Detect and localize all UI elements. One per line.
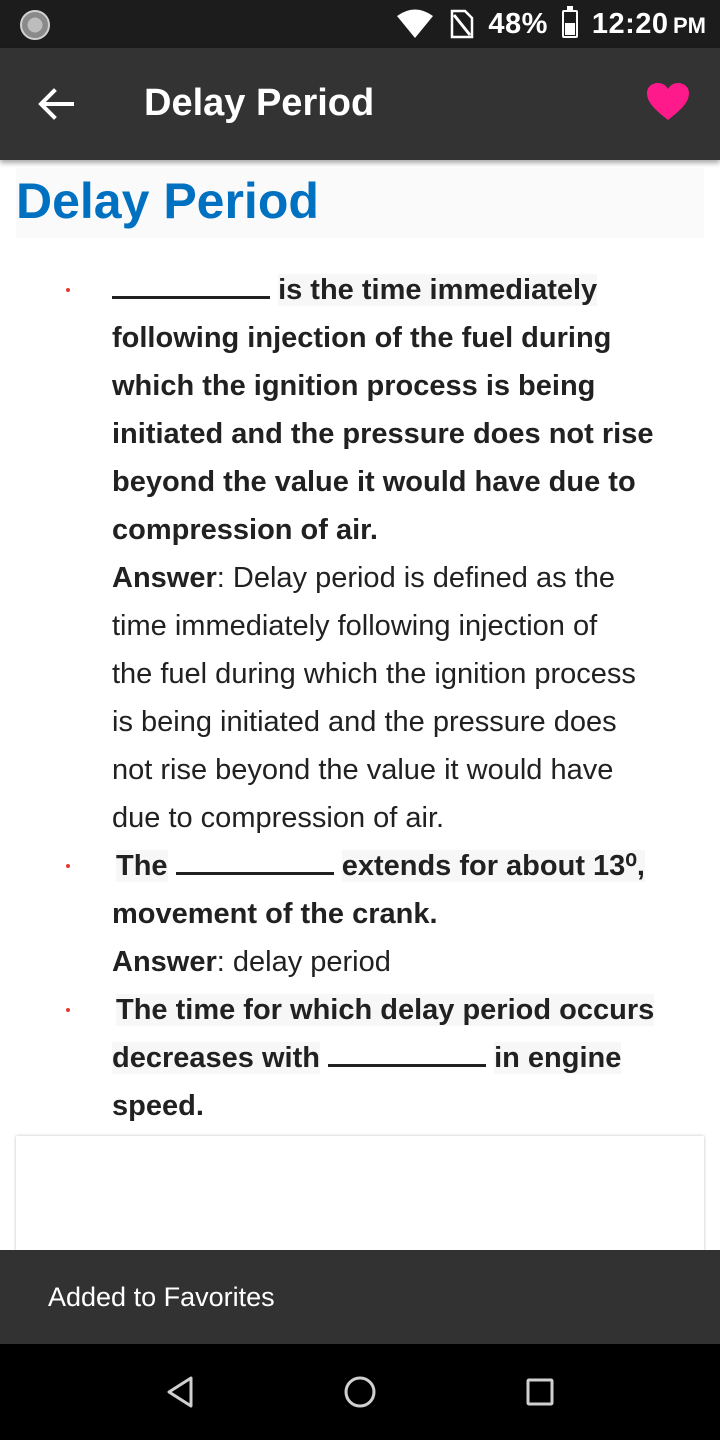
answer-line: time immediately following injection of [112,610,598,642]
wifi-icon [396,9,434,39]
nav-home-button[interactable] [340,1372,380,1412]
article-content [0,160,720,1250]
question-line [112,842,645,890]
answer-label: Answer [112,946,217,978]
answer-line: not rise beyond the value it would have [112,754,614,786]
question-line: initiated and the pressure does not rise [112,418,654,450]
answer-line [112,938,391,986]
heading-box [16,168,704,238]
answer-line: the fuel during which the ignition process [112,658,636,690]
question-text: decreases with [112,1042,320,1074]
question-line [112,1034,621,1082]
status-icons [396,0,706,48]
question-text: extends for about 13⁰, [341,850,645,882]
notification-icon [20,10,50,40]
ad-banner-placeholder [16,1136,704,1250]
snackbar-message: Added to Favorites [48,1282,275,1312]
question-line [112,266,597,314]
app-bar-title: Delay Period [144,82,375,124]
question-line: speed. [112,1090,204,1122]
snackbar [0,1250,720,1344]
list-bullet [66,288,70,292]
circle-home-icon [343,1375,377,1409]
question-line [112,986,654,1034]
question-line: following injection of the fuel during [112,322,612,354]
question-line: compression of air. [112,514,378,546]
answer-line: due to compression of air. [112,802,445,834]
question-text: The time for which delay period occurs [116,994,655,1026]
answer-text: : delay period [216,946,391,978]
nav-back-button[interactable] [160,1372,200,1412]
question-line: which the ignition process is being [112,370,596,402]
fill-in-blank [112,277,270,299]
heart-icon [646,82,690,122]
clock [592,8,706,41]
answer-line: is being initiated and the pressure does [112,706,617,738]
battery-icon [562,10,578,38]
question-text: in engine [494,1042,622,1074]
answer-label: Answer [112,562,217,594]
arrow-left-icon [38,88,74,120]
app-bar [0,48,720,160]
clock-ampm: PM [673,12,706,38]
list-bullet [66,864,70,868]
question-line: beyond the value it would have due to [112,466,636,498]
question-text: The [116,850,168,882]
page-heading: Delay Period [16,173,319,229]
back-button[interactable] [28,76,84,132]
clock-time: 12:20 [591,7,669,40]
answer-text: : Delay period is defined as the [216,562,615,594]
system-navigation-bar [0,1344,720,1440]
answer-line [112,554,615,602]
nav-recents-button[interactable] [520,1372,560,1412]
status-bar [0,0,720,48]
no-sim-icon [448,9,474,39]
battery-percentage: 48% [488,7,548,40]
list-bullet [66,1008,70,1012]
fill-in-blank [176,853,334,875]
favorite-button[interactable] [646,82,698,128]
question-text: is the time immediately [278,274,598,306]
question-line: movement of the crank. [112,898,438,930]
fill-in-blank [328,1045,486,1067]
square-recents-icon [525,1377,555,1407]
triangle-back-icon [165,1375,195,1409]
